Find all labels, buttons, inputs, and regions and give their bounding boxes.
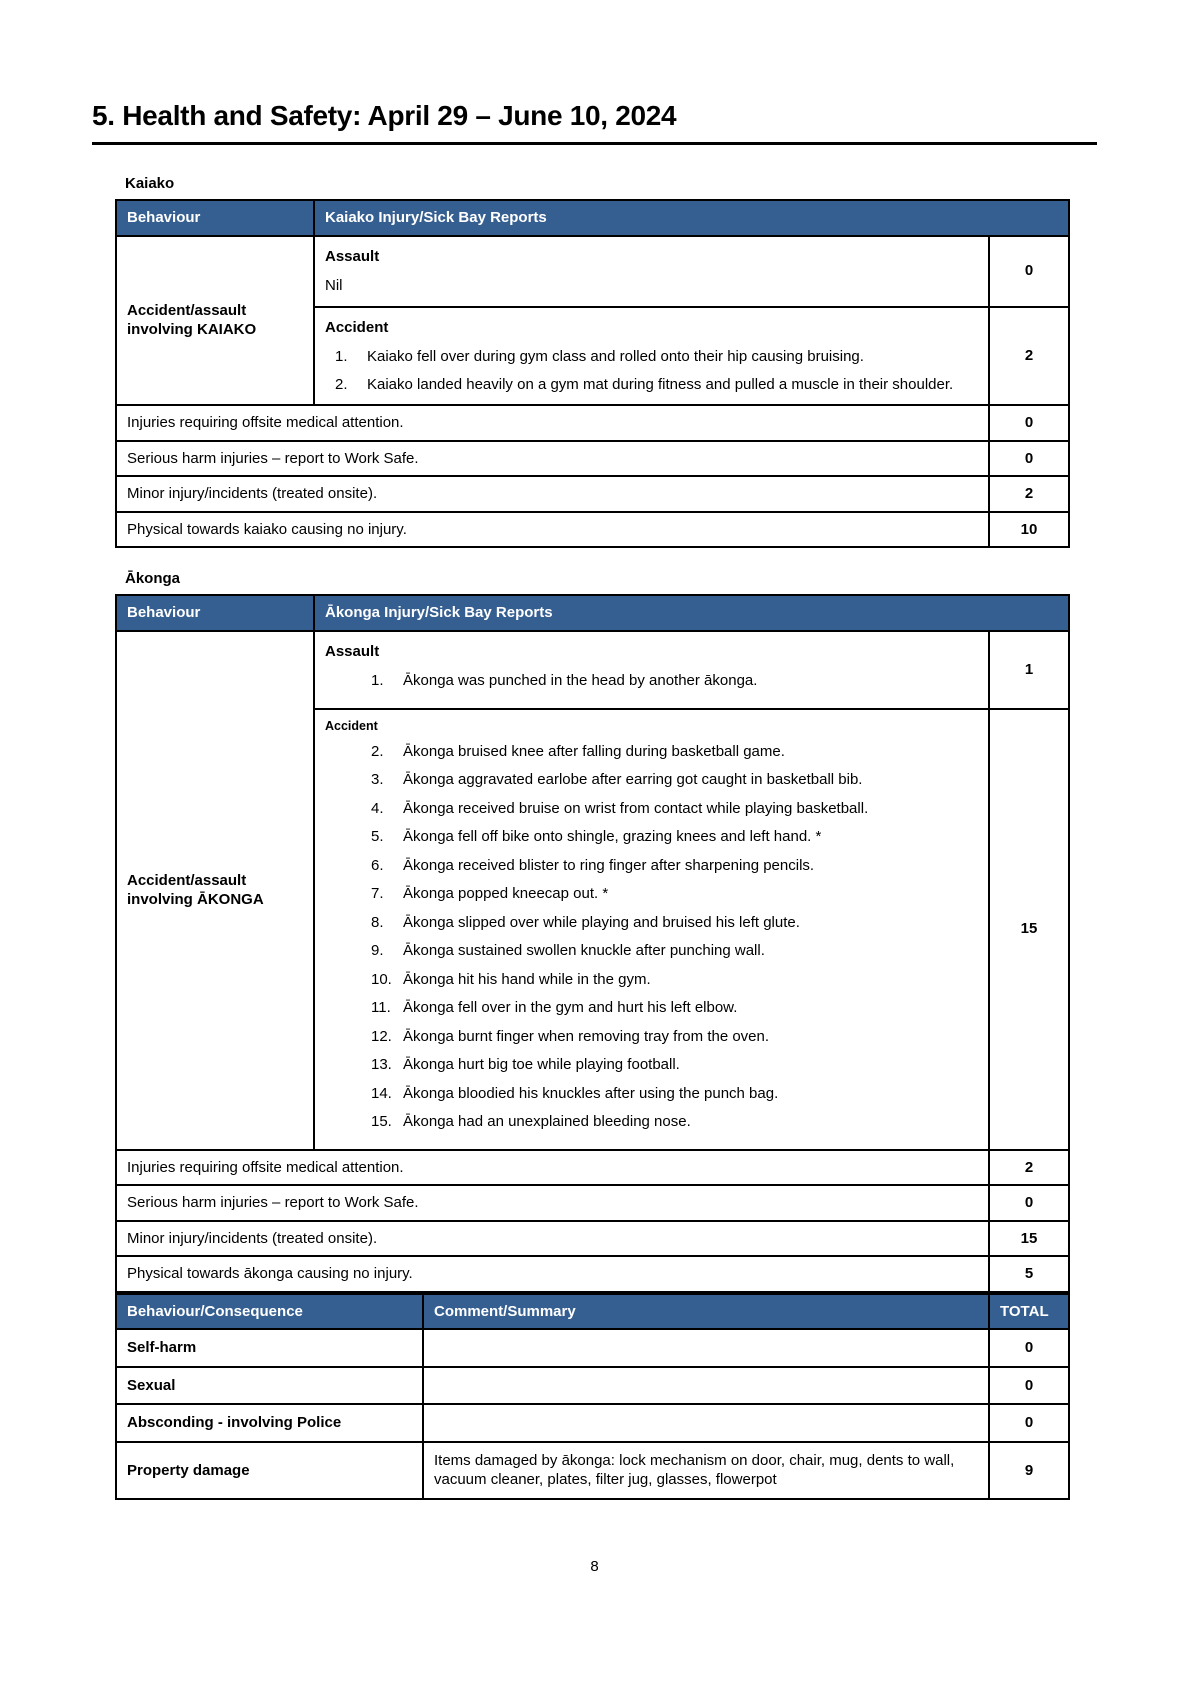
list-item [325, 1027, 978, 1047]
list-item-text: Kaiako fell over during gym class and rolled onto their hip causing bruising. [367, 348, 864, 365]
summary-label: Physical towards kaiako causing no injury. [116, 512, 989, 548]
summary-count: 15 [989, 1221, 1069, 1257]
kaiako-summary-row [116, 441, 1069, 477]
list-item-text: Ākonga bloodied his knuckles after using the punch bag. [403, 1084, 779, 1102]
summary-count: 10 [989, 512, 1069, 548]
consequence-row [116, 1404, 1069, 1442]
consequence-row [116, 1442, 1069, 1499]
kaiako-summary-row [116, 476, 1069, 512]
list-item-number: 5. [371, 828, 384, 846]
akonga-table [115, 594, 1070, 1293]
kaiako-assault-row [116, 236, 1069, 307]
consequence-header-total: TOTAL [989, 1294, 1069, 1330]
summary-count: 2 [989, 476, 1069, 512]
list-item [325, 671, 978, 691]
page-title: 5. Health and Safety: April 29 – June 10, 2024 [92, 100, 677, 131]
summary-label: Injuries requiring offsite medical attention. [116, 405, 989, 441]
consequence-comment: Items damaged by ākonga: lock mechanism on door, chair, mug, dents to wall, vacuum cleaner, plates, filter jug, glasses, flowerpot [423, 1442, 989, 1499]
list-item-number: 3. [371, 771, 384, 789]
section-label-kaiako: Kaiako [125, 175, 175, 192]
kaiako-table [115, 199, 1070, 548]
kaiako-table-header-row [116, 200, 1069, 236]
list-item [325, 827, 978, 847]
list-item-number: 2. [335, 375, 348, 393]
akonga-table-header-row [116, 595, 1069, 631]
consequence-total: 0 [989, 1404, 1069, 1442]
akonga-assault-cell [314, 631, 989, 709]
akonga-row-label: Accident/assault involving ĀKONGA [116, 631, 314, 1150]
summary-label: Minor injury/incidents (treated onsite). [116, 1221, 989, 1257]
consequence-label: Sexual [116, 1367, 423, 1405]
list-item-number: 10. [371, 970, 392, 988]
list-item [325, 347, 978, 367]
assault-title: Assault [325, 247, 380, 265]
list-item-text: Ākonga popped kneecap out. * [403, 885, 609, 903]
list-item-text: Ākonga received bruise on wrist from contact while playing basketball. [403, 799, 869, 817]
list-item-number: 11. [371, 999, 391, 1017]
list-item-number: 1. [335, 348, 348, 365]
consequence-total: 0 [989, 1367, 1069, 1405]
consequence-label: Property damage [116, 1442, 423, 1499]
page-number: 8 [590, 1557, 599, 1575]
list-item-text: Ākonga bruised knee after falling during basketball game. [403, 742, 785, 760]
list-item-number: 6. [371, 856, 384, 874]
summary-label: Physical towards ākonga causing no injury. [116, 1256, 989, 1292]
list-item-number: 1. [371, 672, 384, 689]
akonga-accident-cell [314, 709, 989, 1150]
accident-title: Accident [325, 718, 378, 733]
consequence-total: 0 [989, 1329, 1069, 1367]
list-item [325, 770, 978, 790]
consequence-row [116, 1329, 1069, 1367]
assault-title: Assault [325, 642, 380, 660]
list-item-text: Ākonga was punched in the head by another ākonga. [403, 672, 758, 689]
list-item-number: 14. [371, 1084, 392, 1102]
section-label-akonga: Ākonga [125, 570, 181, 587]
kaiako-row-label: Accident/assault involving KAIAKO [116, 236, 314, 406]
consequence-label: Self-harm [116, 1329, 423, 1367]
consequence-label: Absconding - involving Police [116, 1404, 423, 1442]
list-item [325, 856, 978, 876]
list-item-text: Ākonga had an unexplained bleeding nose. [403, 1113, 691, 1131]
akonga-assault-count: 1 [989, 631, 1069, 709]
consequence-total: 9 [989, 1442, 1069, 1499]
consequence-header-row [116, 1294, 1069, 1330]
list-item-text: Ākonga fell over in the gym and hurt his left elbow. [403, 999, 738, 1017]
list-item [325, 941, 978, 961]
consequence-comment [423, 1404, 989, 1442]
consequence-header-comment: Comment/Summary [423, 1294, 989, 1330]
list-item [325, 1055, 978, 1075]
spacer [92, 548, 1097, 570]
kaiako-summary-row [116, 405, 1069, 441]
akonga-accident-count: 15 [989, 709, 1069, 1150]
list-item [325, 970, 978, 990]
list-item-text: Ākonga received blister to ring finger after sharpening pencils. [403, 856, 815, 874]
kaiako-assault-count: 0 [989, 236, 1069, 307]
consequence-comment [423, 1329, 989, 1367]
title-rule [92, 142, 1097, 145]
list-item-text: Ākonga fell off bike onto shingle, grazing knees and left hand. * [403, 828, 822, 846]
kaiako-header-reports: Kaiako Injury/Sick Bay Reports [314, 200, 1069, 236]
summary-count: 0 [989, 1185, 1069, 1221]
list-item-text: Ākonga hurt big toe while playing football. [403, 1056, 680, 1074]
list-item-number: 15. [371, 1113, 392, 1131]
list-item [325, 913, 978, 933]
list-item-number: 4. [371, 799, 384, 817]
summary-label: Minor injury/incidents (treated onsite). [116, 476, 989, 512]
consequence-table [115, 1293, 1070, 1500]
summary-count: 0 [989, 405, 1069, 441]
list-item [325, 884, 978, 904]
summary-label: Serious harm injuries – report to Work Safe. [116, 441, 989, 477]
kaiako-assault-cell [314, 236, 989, 307]
list-item-number: 13. [371, 1056, 392, 1074]
list-item-text: Ākonga hit his hand while in the gym. [403, 970, 651, 988]
list-item-number: 2. [371, 742, 384, 760]
list-item [325, 1084, 978, 1104]
list-item-number: 12. [371, 1027, 392, 1045]
kaiako-accident-count: 2 [989, 307, 1069, 406]
summary-count: 5 [989, 1256, 1069, 1292]
consequence-row [116, 1367, 1069, 1405]
summary-count: 2 [989, 1150, 1069, 1186]
list-item [325, 799, 978, 819]
list-item [325, 998, 978, 1018]
list-item [325, 375, 978, 395]
list-item-text: Kaiako landed heavily on a gym mat during fitness and pulled a muscle in their shoulder. [367, 375, 954, 393]
kaiako-summary-row [116, 512, 1069, 548]
list-item-number: 9. [371, 942, 384, 960]
akonga-summary-row [116, 1256, 1069, 1292]
akonga-assault-row [116, 631, 1069, 709]
akonga-summary-row [116, 1221, 1069, 1257]
list-item [325, 742, 978, 762]
consequence-header-behaviour: Behaviour/Consequence [116, 1294, 423, 1330]
list-item-text: Ākonga sustained swollen knuckle after punching wall. [403, 942, 765, 960]
kaiako-accident-cell [314, 307, 989, 406]
list-item-number: 7. [371, 885, 384, 903]
akonga-summary-row [116, 1185, 1069, 1221]
list-item-text: Ākonga aggravated earlobe after earring got caught in basketball bib. [403, 771, 863, 789]
summary-label: Injuries requiring offsite medical attention. [116, 1150, 989, 1186]
summary-label: Serious harm injuries – report to Work Safe. [116, 1185, 989, 1221]
list-item-number: 8. [371, 913, 384, 931]
kaiako-header-behaviour: Behaviour [116, 200, 314, 236]
akonga-summary-row [116, 1150, 1069, 1186]
assault-body: Nil [325, 277, 343, 294]
list-item [325, 1112, 978, 1132]
akonga-header-reports: Ākonga Injury/Sick Bay Reports [314, 595, 1069, 631]
accident-title: Accident [325, 318, 389, 336]
list-item-text: Ākonga slipped over while playing and bruised his left glute. [403, 913, 800, 931]
consequence-comment [423, 1367, 989, 1405]
summary-count: 0 [989, 441, 1069, 477]
akonga-header-behaviour: Behaviour [116, 595, 314, 631]
list-item-text: Ākonga burnt finger when removing tray from the oven. [403, 1027, 770, 1045]
